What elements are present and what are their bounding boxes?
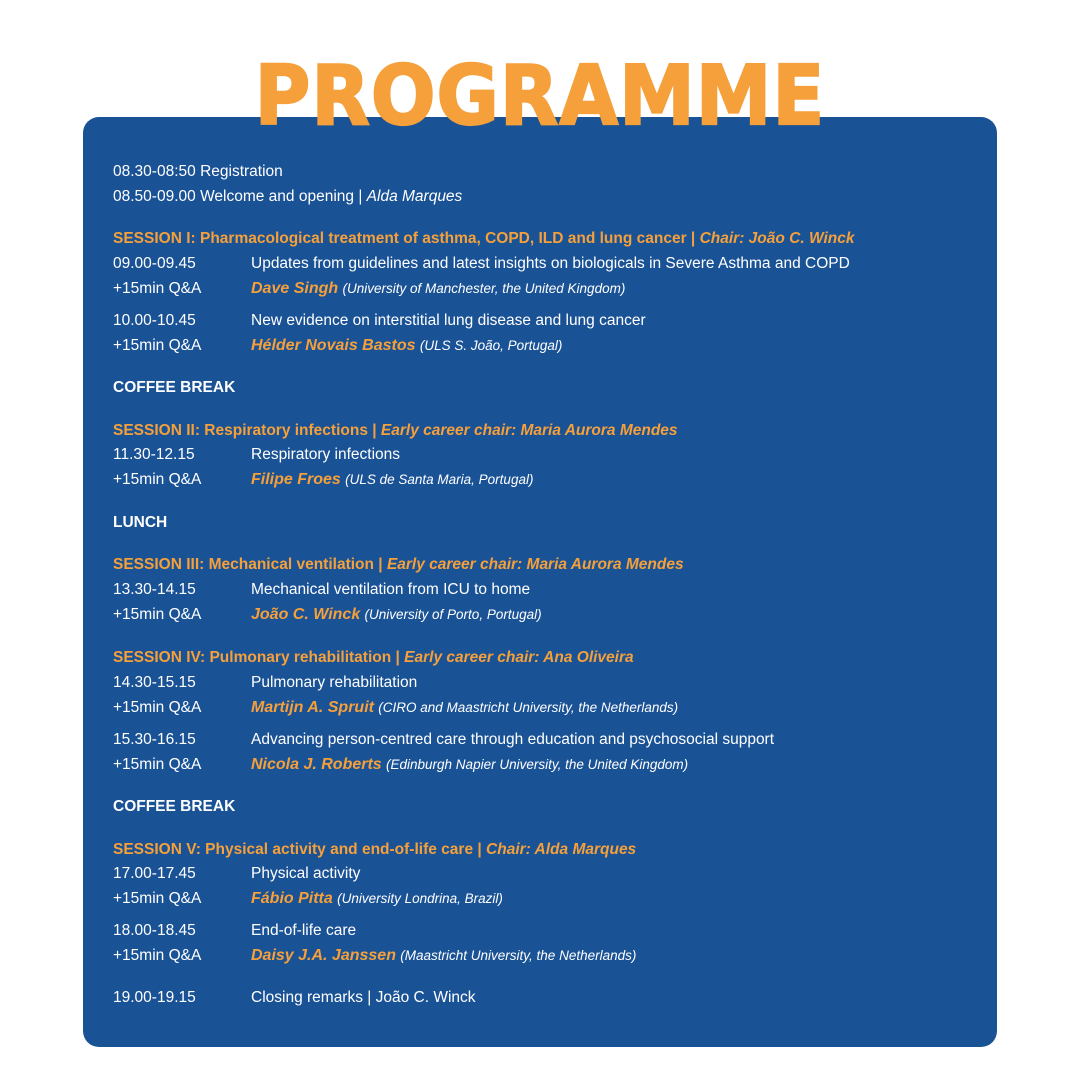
talk-title: Pulmonary rehabilitation [251, 674, 418, 691]
coffee-break-label: COFFEE BREAK [113, 798, 236, 815]
talk-time: 11.30-12.15 [113, 446, 195, 463]
talk-title: Advancing person-centred care through education and psychosocial support [251, 731, 775, 748]
talk-title: Mechanical ventilation from ICU to home [251, 581, 531, 598]
lunch-label: LUNCH [113, 514, 168, 531]
host-name: Alda Marques [366, 188, 463, 205]
speaker-line [251, 889, 503, 909]
speaker-line [251, 279, 625, 299]
talk-title: Physical activity [251, 865, 361, 882]
speaker-name: Martijn A. Spruit [251, 699, 374, 716]
speaker-affiliation: (ULS S. João, Portugal) [419, 338, 563, 353]
speaker-affiliation: (ULS de Santa Maria, Portugal) [345, 472, 534, 487]
speaker-affiliation: (University of Manchester, the United Kingdom) [342, 281, 626, 296]
speaker-affiliation: (Edinburgh Napier University, the United Kingdom) [386, 757, 689, 772]
speaker-affiliation: (CIRO and Maastricht University, the Netherlands) [378, 700, 679, 715]
talk-time: 10.00-10.45 [113, 312, 196, 329]
qa-label: +15min Q&A [113, 756, 202, 773]
speaker-name: João C. Winck [251, 606, 361, 623]
qa-label: +15min Q&A [113, 280, 202, 297]
talk-time: 09.00-09.45 [113, 255, 196, 272]
session-4-heading [113, 648, 634, 668]
closing-time: 19.00-19.15 [113, 989, 196, 1006]
qa-label: +15min Q&A [113, 699, 202, 716]
talk-title: Updates from guidelines and latest insights on biologicals in Severe Asthma and COPD [251, 255, 850, 272]
session-5-heading [113, 840, 636, 860]
talk-time: 17.00-17.45 [113, 865, 196, 882]
speaker-line [251, 946, 636, 966]
session-chair: Early career chair: Maria Aurora Mendes [380, 422, 678, 439]
session-title: SESSION V: Physical activity and end-of-life care | [113, 841, 482, 858]
qa-label: +15min Q&A [113, 471, 202, 488]
qa-label: +15min Q&A [113, 337, 202, 354]
talk-time: 15.30-16.15 [113, 731, 196, 748]
coffee-break-label: COFFEE BREAK [113, 379, 236, 396]
speaker-affiliation: (University of Porto, Portugal) [364, 607, 542, 622]
speaker-name: Hélder Novais Bastos [251, 337, 416, 354]
speaker-line [251, 605, 542, 625]
speaker-name: Fábio Pitta [251, 890, 333, 907]
talk-time: 14.30-15.15 [113, 674, 196, 691]
qa-label: +15min Q&A [113, 890, 202, 907]
event-label: Welcome and opening | [200, 188, 363, 205]
session-2-heading [113, 421, 678, 441]
session-title: SESSION IV: Pulmonary rehabilitation | [113, 649, 400, 666]
talk-time: 13.30-14.15 [113, 581, 196, 598]
speaker-line [251, 336, 562, 356]
speaker-name: Dave Singh [251, 280, 339, 297]
speaker-line [251, 470, 533, 490]
event-label: Registration [200, 163, 283, 180]
talk-title: Respiratory infections [251, 446, 401, 463]
speaker-name: Nicola J. Roberts [251, 756, 382, 773]
qa-label: +15min Q&A [113, 606, 202, 623]
time: 08.30-08:50 [113, 163, 196, 180]
qa-label: +15min Q&A [113, 947, 202, 964]
session-chair: Chair: João C. Winck [699, 230, 855, 247]
talk-title: End-of-life care [251, 922, 357, 939]
talk-time: 18.00-18.45 [113, 922, 196, 939]
session-3-heading [113, 555, 684, 575]
speaker-name: Filipe Froes [251, 471, 341, 488]
speaker-affiliation: (Maastricht University, the Netherlands) [400, 948, 637, 963]
session-chair: Early career chair: Ana Oliveira [404, 649, 634, 666]
speaker-name: Daisy J.A. Janssen [251, 947, 396, 964]
session-title: SESSION II: Respiratory infections | [113, 422, 377, 439]
session-1-heading [113, 229, 854, 249]
time: 08.50-09.00 [113, 188, 196, 205]
speaker-affiliation: (University Londrina, Brazil) [337, 891, 503, 906]
closing-remarks: Closing remarks | João C. Winck [251, 989, 476, 1006]
registration-row [113, 162, 283, 182]
speaker-line [251, 698, 678, 718]
speaker-line [251, 755, 688, 775]
session-chair: Chair: Alda Marques [486, 841, 637, 858]
page-title: PROGRAMME [254, 47, 826, 144]
session-title: SESSION III: Mechanical ventilation | [113, 556, 383, 573]
welcome-row [113, 187, 462, 207]
session-chair: Early career chair: Maria Aurora Mendes [386, 556, 684, 573]
talk-title: New evidence on interstitial lung disease and lung cancer [251, 312, 646, 329]
session-title: SESSION I: Pharmacological treatment of asthma, COPD, ILD and lung cancer | [113, 230, 696, 247]
